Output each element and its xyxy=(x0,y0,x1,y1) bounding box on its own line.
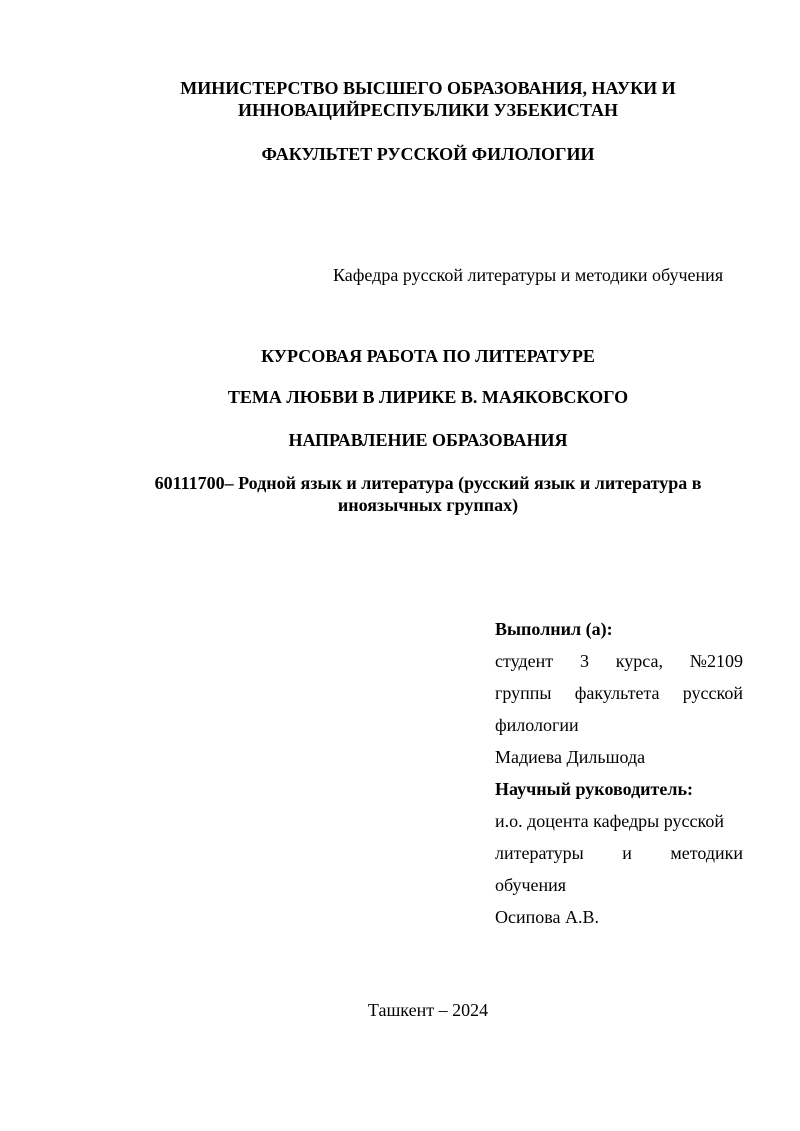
author-line-3: филологии xyxy=(495,715,579,735)
author-word: русской xyxy=(682,683,743,703)
direction-label: НАПРАВЛЕНИЕ ОБРАЗОВАНИЯ xyxy=(288,430,568,450)
author-line-1 xyxy=(495,645,743,677)
author-block xyxy=(495,613,743,773)
author-word: курса, xyxy=(615,651,663,671)
advisor-word: и xyxy=(622,843,632,863)
city-year: Ташкент – 2024 xyxy=(367,1000,489,1020)
author-word: 3 xyxy=(579,651,589,671)
advisor-word: методики xyxy=(670,843,743,863)
author-name: Мадиева Дильшода xyxy=(495,747,646,767)
author-word: факультета xyxy=(574,683,660,703)
author-word: студент xyxy=(495,651,554,671)
ministry-line-1: МИНИСТЕРСТВО ВЫСШЕГО ОБРАЗОВАНИЯ, НАУКИ И xyxy=(180,78,676,98)
advisor-word: литературы xyxy=(495,843,584,863)
direction-line-2: иноязычных группах) xyxy=(337,495,519,515)
author-heading: Выполнил (а): xyxy=(495,619,613,639)
author-line-2 xyxy=(495,677,743,709)
advisor-block xyxy=(495,773,743,933)
department-name: Кафедра русской литературы и методики обучения xyxy=(333,265,724,285)
advisor-name: Осипова А.В. xyxy=(495,907,600,927)
advisor-heading: Научный руководитель: xyxy=(495,779,693,799)
faculty-name: ФАКУЛЬТЕТ РУССКОЙ ФИЛОЛОГИИ xyxy=(261,144,595,164)
author-word: №2109 xyxy=(689,651,743,671)
advisor-line-1: и.о. доцента кафедры русской xyxy=(495,811,724,831)
direction-line-1: 60111700– Родной язык и литература (русский язык и литература в xyxy=(154,473,702,493)
ministry-line-2: ИННОВАЦИЙРЕСПУБЛИКИ УЗБЕКИСТАН xyxy=(237,100,619,120)
work-topic: ТЕМА ЛЮБВИ В ЛИРИКЕ В. МАЯКОВСКОГО xyxy=(227,387,629,407)
advisor-line-2 xyxy=(495,837,743,869)
work-type: КУРСОВАЯ РАБОТА ПО ЛИТЕРАТУРЕ xyxy=(261,346,595,366)
advisor-line-3: обучения xyxy=(495,875,567,895)
author-word: группы xyxy=(495,683,552,703)
